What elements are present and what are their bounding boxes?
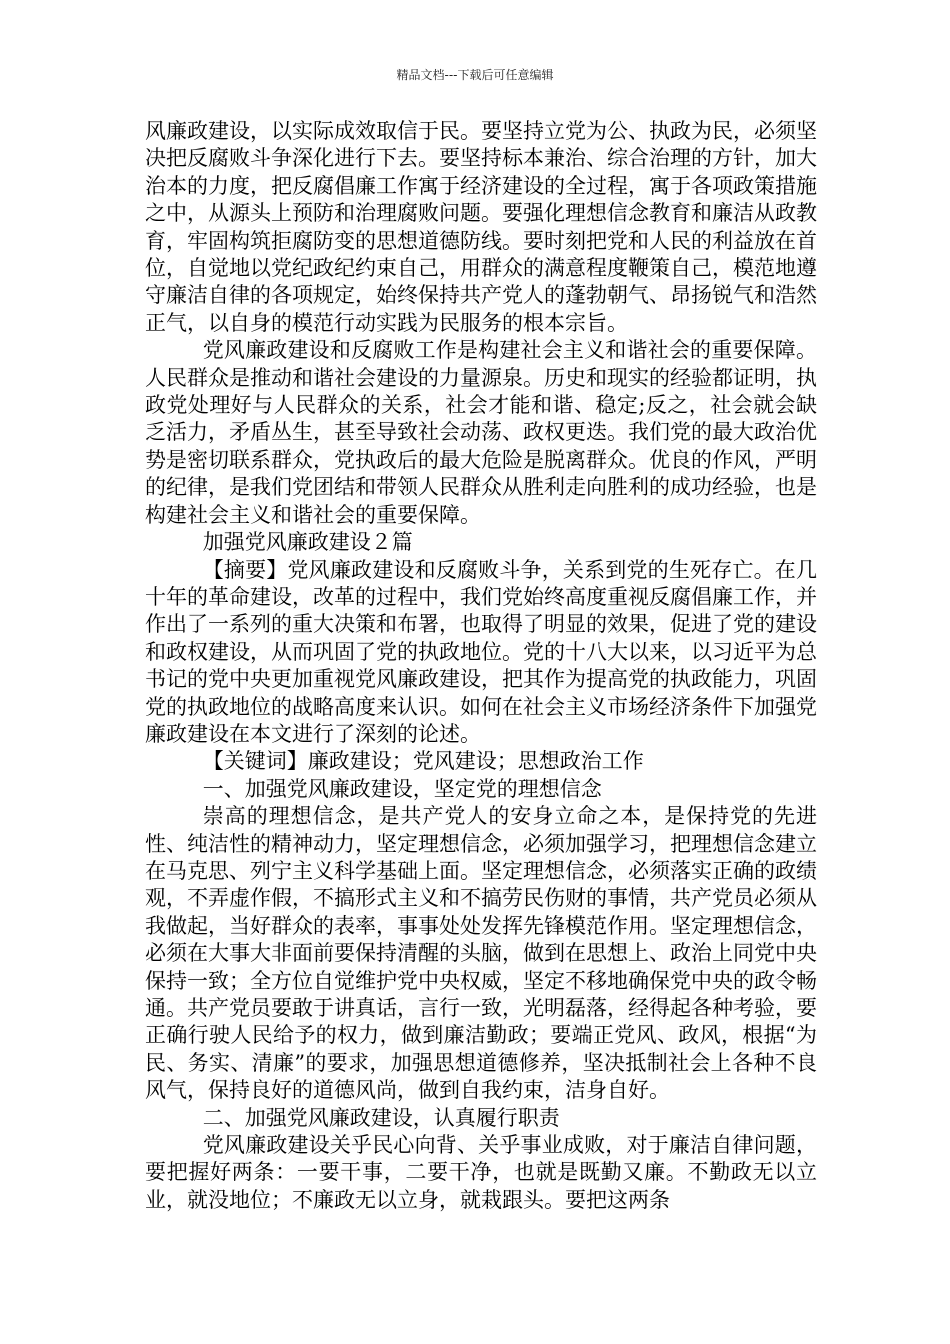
abstract-paragraph: 【摘要】党风廉政建设和反腐败斗争，关系到党的生死存亡。在几十年的革命建设，改革的过程中，我们党始终高度重视反腐倡廉工作，并作出了一系列的重大决策和布署，也取得了明显的效果，促进了党的建设和政权建设，从而巩固了党的执政地位。党的十八大以来，以习近平为总书记的党中央更加重视党风廉政建设，把其作为提高党的执政能力，巩固党的执政地位的战略高度来认识。如何在社会主义市场经济条件下加强党廉政建设在本文进行了深刻的论述。 xyxy=(145,557,817,746)
keywords-line: 【关键词】廉政建设；党风建设；思想政治工作 xyxy=(202,749,644,774)
document-body xyxy=(145,118,817,1214)
heading-1: 一、加强党风廉政建设，坚定党的理想信念 xyxy=(202,776,602,801)
paragraph-1: 风廉政建设，以实际成效取信于民。要坚持立党为公、执政为民，必须坚决把反腐败斗争深化进行下去。要坚持标本兼治、综合治理的方针，加大治本的力度，把反腐倡廉工作寓于经济建设的全过程，寓于各项政策措施之中，从源头上预防和治理腐败问题。要强化理想信念教育和廉洁从政教育，牢固构筑拒腐防变的思想道德防线。要时刻把党和人民的利益放在首位，自觉地以党纪政纪约束自己，用群众的满意程度鞭策自己，模范地遵守廉洁自律的各项规定，始终保持共产党人的蓬勃朝气、昂扬锐气和浩然正气，以自身的模范行动实践为民服务的根本宗旨。 xyxy=(145,119,817,335)
paragraph-4: 党风廉政建设关乎民心向背、关乎事业成败，对于廉洁自律问题，要把握好两条：一要干事，二要干净，也就是既勤又廉。不勤政无以立业，就没地位；不廉政无以立身，就栽跟头。要把这两条 xyxy=(145,1133,817,1212)
heading-2: 二、加强党风廉政建设，认真履行职责 xyxy=(202,1105,560,1130)
section-title: 加强党风廉政建设２篇 xyxy=(202,530,413,555)
paragraph-2: 党风廉政建设和反腐败工作是构建社会主义和谐社会的重要保障。人民群众是推动和谐社会建设的力量源泉。历史和现实的经验都证明，执政党处理好与人民群众的关系，社会才能和谐、稳定;反之，社会就会缺乏活力，矛盾丛生，甚至导致社会动荡、政权更迭。我们党的最大政治优势是密切联系群众，党执政后的最大危险是脱离群众。优良的作风，严明的纪律，是我们党团结和带领人民群众从胜利走向胜利的成功经验，也是构建社会主义和谐社会的重要保障。 xyxy=(145,338,817,527)
paragraph-3: 崇高的理想信念，是共产党人的安身立命之本，是保持党的先进性、纯洁性的精神动力，坚定理想信念，必须加强学习，把理想信念建立在马克思、列宁主义科学基础上面。坚定理想信念，必须落实正确的政绩观，不弄虚作假，不搞形式主义和不搞劳民伤财的事情，共产党员必须从我做起，当好群众的表率，事事处处发挥先锋模范作用。坚定理想信念，必须在大事大非面前要保持清醒的头脑，做到在思想上、政治上同党中央保持一致；全方位自觉维护党中央权威，坚定不移地确保党中央的政令畅通。共产党员要敢于讲真话，言行一致，光明磊落，经得起各种考验，要正确行驶人民给予的权力，做到廉洁勤政；要端正党风、政风，根据“为民、务实、清廉”的要求，加强思想道德修养，坚决抵制社会上各种不良风气，保持良好的道德风尚，做到自我约束，洁身自好。 xyxy=(145,804,817,1103)
page-header: 精品文档---下载后可任意编辑 xyxy=(396,68,554,82)
